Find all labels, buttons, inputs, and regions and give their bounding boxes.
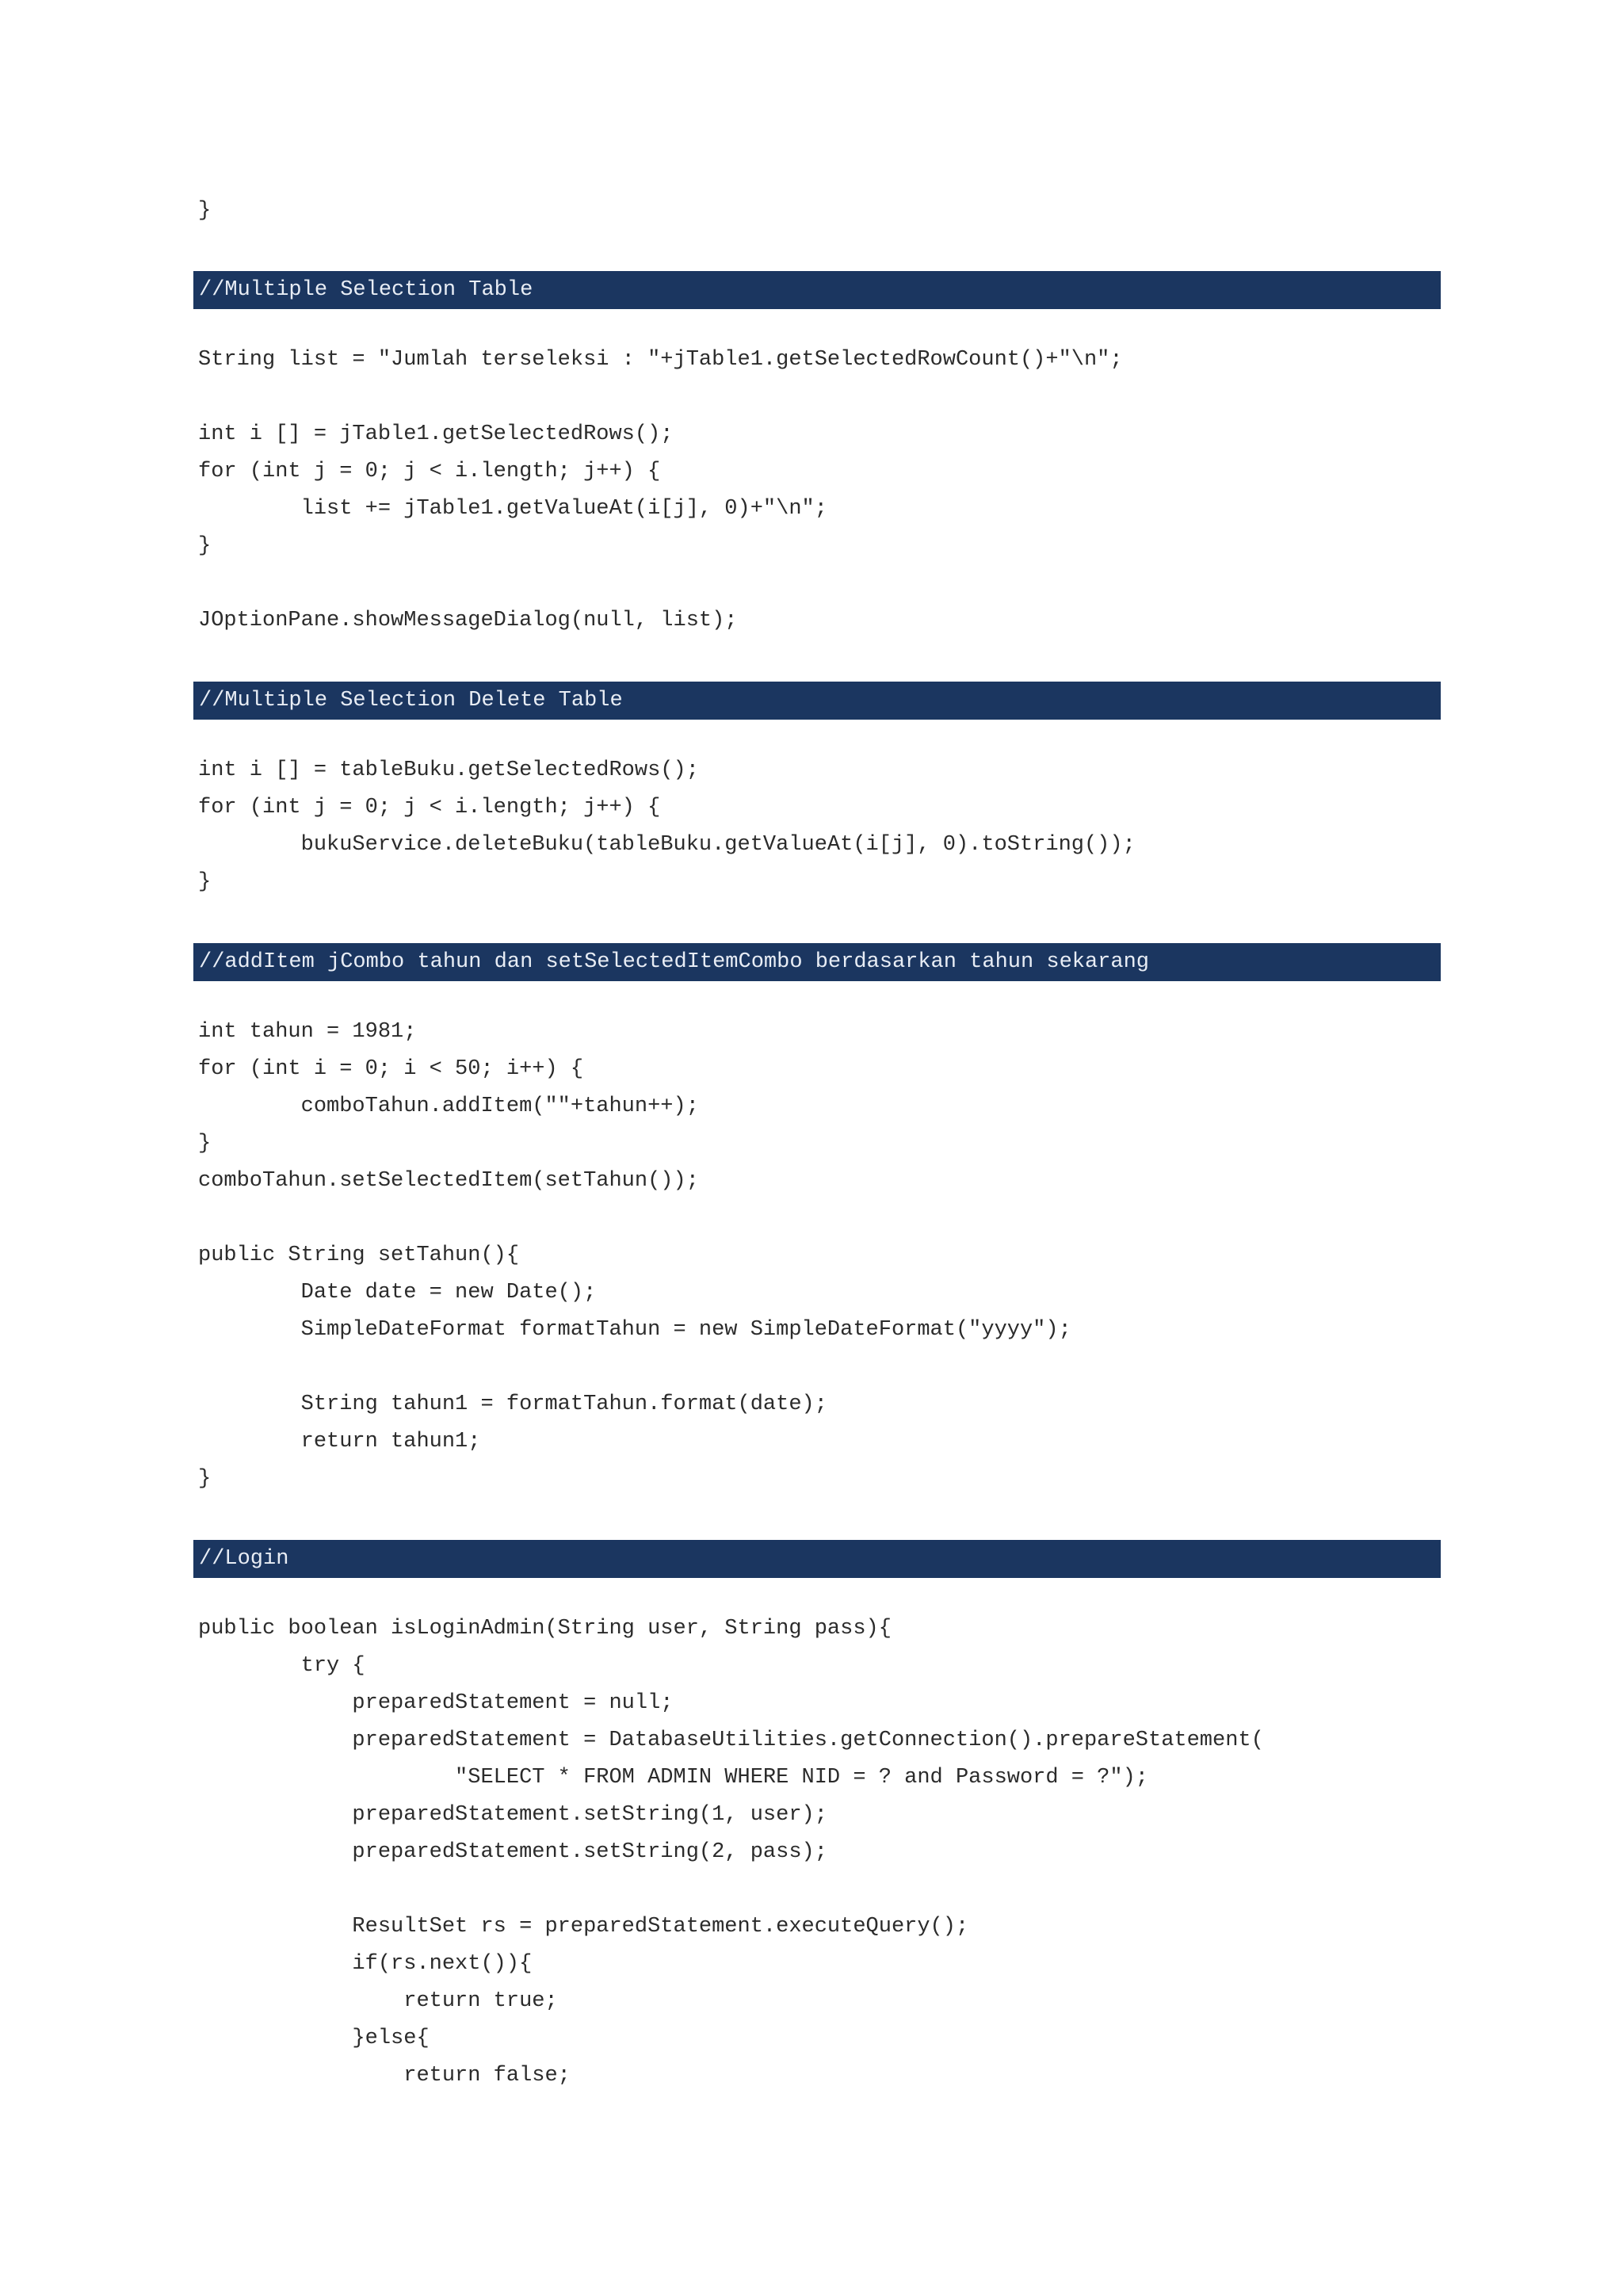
code-line: try { <box>198 1654 365 1678</box>
code-line: preparedStatement.setString(1, user); <box>198 1803 827 1827</box>
code-line: comboTahun.setSelectedItem(setTahun()); <box>198 1169 699 1193</box>
section-header-text: //Login <box>199 1547 289 1571</box>
code-line: String tahun1 = formatTahun.format(date); <box>198 1392 827 1416</box>
code-line: comboTahun.addItem(""+tahun++); <box>198 1095 699 1118</box>
section-header-additem-jcombo <box>193 943 1441 981</box>
code-line: } <box>198 1467 212 1491</box>
code-line: } <box>198 870 212 894</box>
code-line: } <box>198 534 212 558</box>
code-line: Date date = new Date(); <box>198 1281 597 1305</box>
code-line: JOptionPane.showMessageDialog(null, list); <box>198 609 738 632</box>
code-line: "SELECT * FROM ADMIN WHERE NID = ? and Password = ?"); <box>198 1766 1148 1790</box>
code-line: if(rs.next()){ <box>198 1952 533 1976</box>
code-line: String list = "Jumlah terseleksi : "+jTable1.getSelectedRowCount()+"\n"; <box>198 348 1123 372</box>
code-line: return false; <box>198 2064 571 2088</box>
code-line: int i [] = tableBuku.getSelectedRows(); <box>198 758 699 782</box>
code-line: bukuService.deleteBuku(tableBuku.getValueAt(i[j], 0).toString()); <box>198 833 1136 857</box>
code-line: preparedStatement.setString(2, pass); <box>198 1840 827 1864</box>
section-header-text: //Multiple Selection Delete Table <box>199 689 623 712</box>
code-line: return true; <box>198 1989 558 2013</box>
code-line: int tahun = 1981; <box>198 1020 417 1044</box>
code-line: preparedStatement = null; <box>198 1691 674 1715</box>
code-line: SimpleDateFormat formatTahun = new SimpleDateFormat("yyyy"); <box>198 1318 1071 1342</box>
code-line: public String setTahun(){ <box>198 1244 520 1267</box>
section-header-multiple-selection-delete-table <box>193 682 1441 720</box>
section-header-text: //Multiple Selection Table <box>199 278 533 302</box>
code-line: } <box>198 199 212 223</box>
code-line: public boolean isLoginAdmin(String user, String pass){ <box>198 1617 892 1641</box>
code-line: ResultSet rs = preparedStatement.executeQuery(); <box>198 1915 969 1939</box>
code-line: return tahun1; <box>198 1430 481 1454</box>
code-line: for (int j = 0; j < i.length; j++) { <box>198 796 661 819</box>
code-line: } <box>198 1132 212 1156</box>
code-line: int i [] = jTable1.getSelectedRows(); <box>198 422 674 446</box>
code-line: preparedStatement = DatabaseUtilities.getConnection().prepareStatement( <box>198 1729 1264 1752</box>
code-line: }else{ <box>198 2027 430 2050</box>
section-header-text: //addItem jCombo tahun dan setSelectedItemCombo berdasarkan tahun sekarang <box>199 950 1149 974</box>
code-line: for (int j = 0; j < i.length; j++) { <box>198 460 661 483</box>
section-header-login <box>193 1540 1441 1578</box>
section-header-multiple-selection-table <box>193 271 1441 309</box>
code-line: for (int i = 0; i < 50; i++) { <box>198 1057 584 1081</box>
code-line: list += jTable1.getValueAt(i[j], 0)+"\n"; <box>198 497 827 521</box>
